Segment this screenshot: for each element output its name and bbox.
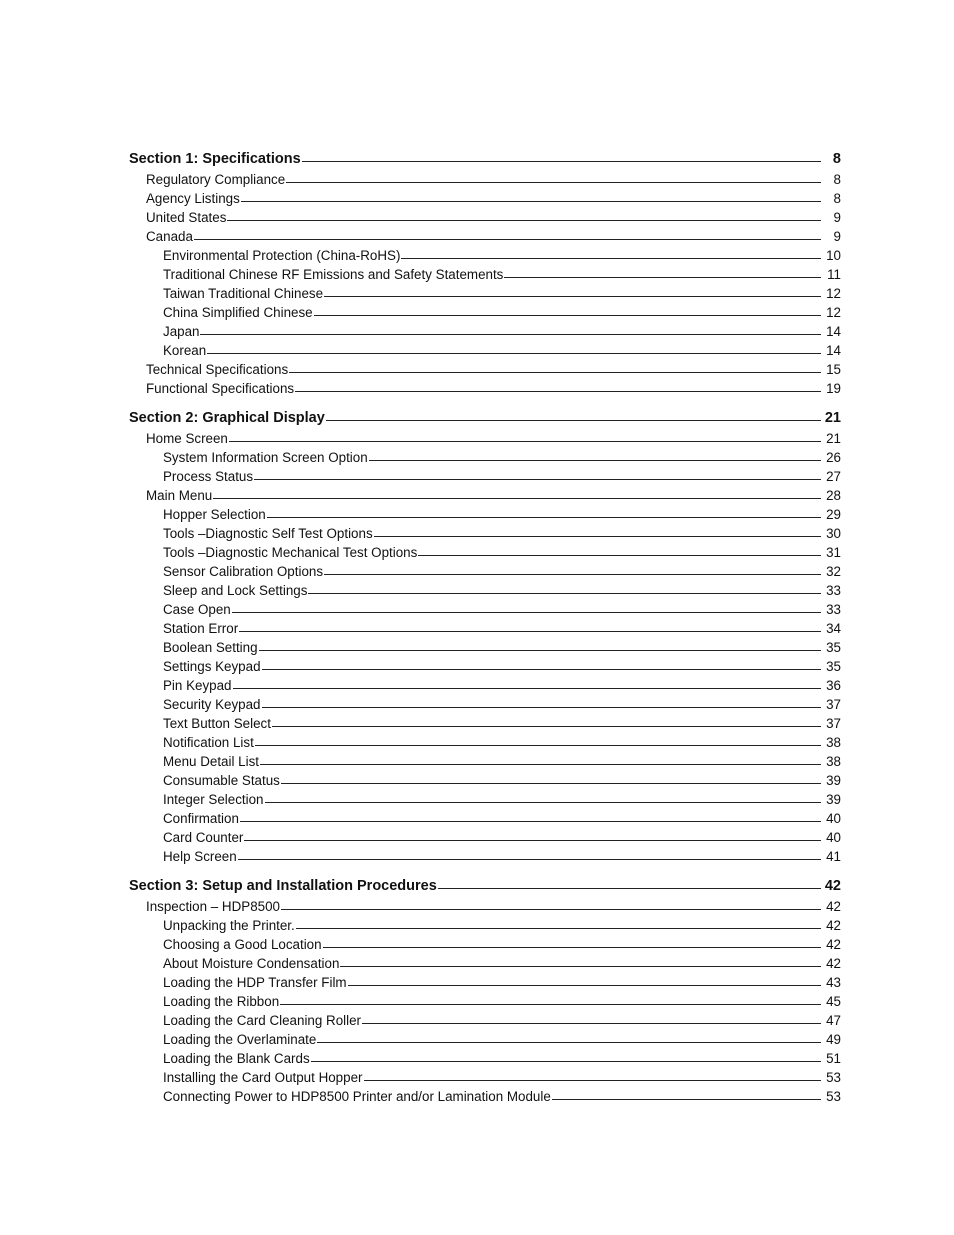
toc-entry[interactable] (129, 543, 841, 562)
toc-leader-line (348, 985, 821, 986)
toc-leader-line (369, 460, 821, 461)
toc-entry-title: Section 3: Setup and Installation Procedures (129, 878, 437, 894)
toc-leader-line (238, 859, 821, 860)
toc-entry[interactable] (129, 246, 841, 265)
toc-page-number: 40 (826, 811, 841, 826)
toc-leader-line (418, 555, 821, 556)
toc-page-number: 53 (826, 1089, 841, 1104)
toc-page-number: 10 (826, 248, 841, 263)
toc-entry[interactable] (129, 429, 841, 448)
toc-entry-title: Loading the Card Cleaning Roller (163, 1013, 362, 1028)
toc-page-number: 37 (826, 697, 841, 712)
toc-entry[interactable] (129, 341, 841, 360)
toc-entry-title: Inspection – HDP8500 (146, 899, 280, 914)
toc-page-number: 21 (824, 410, 841, 426)
toc-entry-title: Connecting Power to HDP8500 Printer and/or Lamination Module (163, 1089, 551, 1104)
toc-entry-title: Main Menu (146, 488, 213, 503)
toc-entry[interactable] (129, 771, 841, 790)
toc-entry-title: Boolean Setting (163, 640, 258, 655)
toc-leader-line (302, 161, 821, 162)
toc-entry-title: Card Counter (163, 830, 244, 845)
toc-entry[interactable] (129, 954, 841, 973)
toc-page-number: 35 (826, 659, 841, 674)
toc-entry[interactable] (129, 322, 841, 341)
toc-leader-line (340, 966, 821, 967)
toc-leader-line (438, 888, 821, 889)
toc-page-number: 37 (826, 716, 841, 731)
toc-page-number: 53 (826, 1070, 841, 1085)
toc-entry-title: Case Open (163, 602, 231, 617)
toc-entry[interactable] (129, 847, 841, 866)
toc-entry-title: Loading the Ribbon (163, 994, 280, 1009)
toc-page-number: 42 (826, 899, 841, 914)
toc-leader-line (295, 391, 821, 392)
toc-entry[interactable] (129, 638, 841, 657)
toc-page-number: 12 (826, 286, 841, 301)
toc-entry[interactable] (129, 379, 841, 398)
toc-entry-title: Regulatory Compliance (146, 172, 286, 187)
toc-entry[interactable] (129, 714, 841, 733)
toc-page-number: 39 (826, 773, 841, 788)
toc-page-number: 15 (826, 362, 841, 377)
toc-leader-line (194, 239, 821, 240)
toc-entry[interactable] (129, 992, 841, 1011)
toc-page-number: 29 (826, 507, 841, 522)
toc-entry[interactable] (129, 208, 841, 227)
toc-leader-line (286, 182, 821, 183)
toc-entry-title: Traditional Chinese RF Emissions and Safety Statements (163, 267, 504, 282)
toc-leader-line (281, 783, 821, 784)
toc-page-number: 38 (826, 754, 841, 769)
toc-leader-line (244, 840, 821, 841)
toc-entry[interactable] (129, 1087, 841, 1106)
toc-entry[interactable] (129, 897, 841, 916)
toc-page-number: 42 (824, 878, 841, 894)
toc-entry[interactable] (129, 467, 841, 486)
toc-entry-title: Loading the Overlaminate (163, 1032, 317, 1047)
toc-entry-title: Confirmation (163, 811, 239, 826)
toc-entry[interactable] (129, 1068, 841, 1087)
toc-page-number: 35 (826, 640, 841, 655)
toc-entry[interactable] (129, 581, 841, 600)
toc-entry-title: Japan (163, 324, 200, 339)
toc-page-number: 49 (826, 1032, 841, 1047)
toc-entry-title: About Moisture Condensation (163, 956, 340, 971)
toc-entry-title: Environmental Protection (China-RoHS) (163, 248, 401, 263)
toc-leader-line (265, 802, 822, 803)
toc-entry-title: Tools –Diagnostic Self Test Options (163, 526, 373, 541)
toc-leader-line (229, 441, 821, 442)
toc-entry[interactable] (129, 486, 841, 505)
toc-entry-title: Taiwan Traditional Chinese (163, 286, 324, 301)
toc-leader-line (504, 277, 821, 278)
toc-leader-line (324, 296, 821, 297)
toc-leader-line (308, 593, 821, 594)
toc-entry[interactable] (129, 170, 841, 189)
toc-entry-title: Choosing a Good Location (163, 937, 322, 952)
toc-entry-title: Station Error (163, 621, 239, 636)
toc-leader-line (254, 479, 821, 480)
toc-page-number: 36 (826, 678, 841, 693)
toc-leader-line (326, 420, 821, 421)
toc-entry[interactable] (129, 935, 841, 954)
toc-entry[interactable] (129, 1049, 841, 1068)
toc-page-number: 42 (826, 937, 841, 952)
toc-entry-title: Menu Detail List (163, 754, 260, 769)
toc-page-number: 51 (826, 1051, 841, 1066)
toc-leader-line (311, 1061, 821, 1062)
toc-leader-line (260, 764, 821, 765)
toc-leader-line (272, 726, 821, 727)
toc-entry-title: Settings Keypad (163, 659, 261, 674)
toc-entry-title: Integer Selection (163, 792, 264, 807)
toc-page-number: 34 (826, 621, 841, 636)
toc-entry[interactable] (129, 448, 841, 467)
toc-page-number: 32 (826, 564, 841, 579)
toc-leader-line (232, 612, 821, 613)
toc-page-number: 40 (826, 830, 841, 845)
toc-page-number: 8 (833, 191, 841, 206)
toc-leader-line (262, 707, 821, 708)
toc-page-number: 8 (832, 151, 841, 167)
toc-page-number: 33 (826, 583, 841, 598)
toc-entry-title: Loading the Blank Cards (163, 1051, 310, 1066)
toc-entry[interactable] (129, 524, 841, 543)
toc-leader-line (207, 353, 821, 354)
toc-entry[interactable] (129, 600, 841, 619)
toc-leader-line (280, 1004, 821, 1005)
toc-leader-line (233, 688, 822, 689)
toc-entry[interactable] (129, 303, 841, 322)
toc-entry[interactable] (129, 752, 841, 771)
toc-entry-title: Help Screen (163, 849, 237, 864)
toc-entry[interactable] (129, 619, 841, 638)
toc-page-number: 26 (826, 450, 841, 465)
toc-entry[interactable] (129, 562, 841, 581)
toc-entry-title: Hopper Selection (163, 507, 266, 522)
toc-leader-line (296, 928, 821, 929)
toc-entry[interactable] (129, 657, 841, 676)
toc-leader-line (259, 650, 821, 651)
toc-page-number: 14 (826, 343, 841, 358)
toc-page-number: 21 (826, 431, 841, 446)
toc-entry[interactable] (129, 284, 841, 303)
toc-entry-title: Korean (163, 343, 207, 358)
toc-entry-title: China Simplified Chinese (163, 305, 313, 320)
toc-page-number: 38 (826, 735, 841, 750)
toc-entry-title: Consumable Status (163, 773, 280, 788)
toc-entry-title: Text Button Select (163, 716, 271, 731)
toc-page-number: 42 (826, 918, 841, 933)
toc-page-number: 19 (826, 381, 841, 396)
toc-entry[interactable] (129, 790, 841, 809)
toc-leader-line (289, 372, 821, 373)
toc-page-number: 33 (826, 602, 841, 617)
toc-entry[interactable] (129, 973, 841, 992)
toc-entry[interactable] (129, 916, 841, 935)
toc-entry[interactable] (129, 1011, 841, 1030)
toc-page-number: 9 (833, 229, 841, 244)
toc-entry-title: United States (146, 210, 227, 225)
toc-page-number: 11 (827, 267, 841, 282)
toc-leader-line (200, 334, 821, 335)
table-of-contents (129, 149, 841, 1106)
toc-entry[interactable] (129, 828, 841, 847)
toc-entry-title: Tools –Diagnostic Mechanical Test Options (163, 545, 418, 560)
toc-entry[interactable] (129, 265, 841, 284)
toc-leader-line (281, 909, 821, 910)
toc-leader-line (213, 498, 821, 499)
toc-page-number: 43 (826, 975, 841, 990)
toc-leader-line (364, 1080, 822, 1081)
toc-page-number: 47 (826, 1013, 841, 1028)
toc-entry-title: Loading the HDP Transfer Film (163, 975, 347, 990)
toc-entry-title: Canada (146, 229, 193, 244)
toc-leader-line (267, 517, 821, 518)
toc-page-number: 8 (833, 172, 841, 187)
toc-entry-title: Sensor Calibration Options (163, 564, 324, 579)
toc-page-number: 28 (826, 488, 841, 503)
toc-entry-title: Security Keypad (163, 697, 261, 712)
toc-page-number: 9 (833, 210, 841, 225)
toc-leader-line (241, 201, 821, 202)
toc-entry[interactable] (129, 227, 841, 246)
toc-page-number: 27 (826, 469, 841, 484)
toc-entry-title: Unpacking the Printer. (163, 918, 295, 933)
toc-leader-line (323, 947, 821, 948)
toc-page-number: 45 (826, 994, 841, 1009)
toc-leader-line (239, 631, 821, 632)
toc-leader-line (255, 745, 821, 746)
toc-leader-line (362, 1023, 821, 1024)
toc-page-number: 42 (826, 956, 841, 971)
toc-entry-title: Functional Specifications (146, 381, 295, 396)
toc-leader-line (374, 536, 821, 537)
toc-entry[interactable] (129, 1030, 841, 1049)
toc-entry[interactable] (129, 733, 841, 752)
toc-entry-title: Technical Specifications (146, 362, 289, 377)
toc-section-heading[interactable] (129, 876, 841, 897)
toc-section-heading[interactable] (129, 408, 841, 429)
toc-leader-line (552, 1099, 821, 1100)
toc-entry-title: Agency Listings (146, 191, 240, 206)
toc-entry[interactable] (129, 676, 841, 695)
toc-leader-line (314, 315, 821, 316)
toc-entry-title: Installing the Card Output Hopper (163, 1070, 363, 1085)
toc-page-number: 14 (826, 324, 841, 339)
toc-entry-title: Section 1: Specifications (129, 151, 301, 167)
toc-page-number: 30 (826, 526, 841, 541)
toc-entry-title: Sleep and Lock Settings (163, 583, 308, 598)
toc-leader-line (240, 821, 821, 822)
toc-page-number: 31 (826, 545, 841, 560)
toc-entry[interactable] (129, 189, 841, 208)
toc-entry[interactable] (129, 360, 841, 379)
toc-page-number: 39 (826, 792, 841, 807)
toc-page-number: 41 (826, 849, 841, 864)
toc-page-number: 12 (826, 305, 841, 320)
toc-entry[interactable] (129, 695, 841, 714)
toc-entry-title: Section 2: Graphical Display (129, 410, 325, 426)
toc-entry-title: Notification List (163, 735, 254, 750)
toc-entry[interactable] (129, 809, 841, 828)
toc-leader-line (401, 258, 821, 259)
toc-leader-line (317, 1042, 821, 1043)
toc-section-heading[interactable] (129, 149, 841, 170)
toc-entry-title: Pin Keypad (163, 678, 232, 693)
toc-entry-title: Process Status (163, 469, 254, 484)
toc-entry-title: System Information Screen Option (163, 450, 368, 465)
toc-leader-line (324, 574, 821, 575)
toc-entry[interactable] (129, 505, 841, 524)
toc-entry-title: Home Screen (146, 431, 228, 446)
toc-leader-line (227, 220, 821, 221)
toc-leader-line (262, 669, 821, 670)
